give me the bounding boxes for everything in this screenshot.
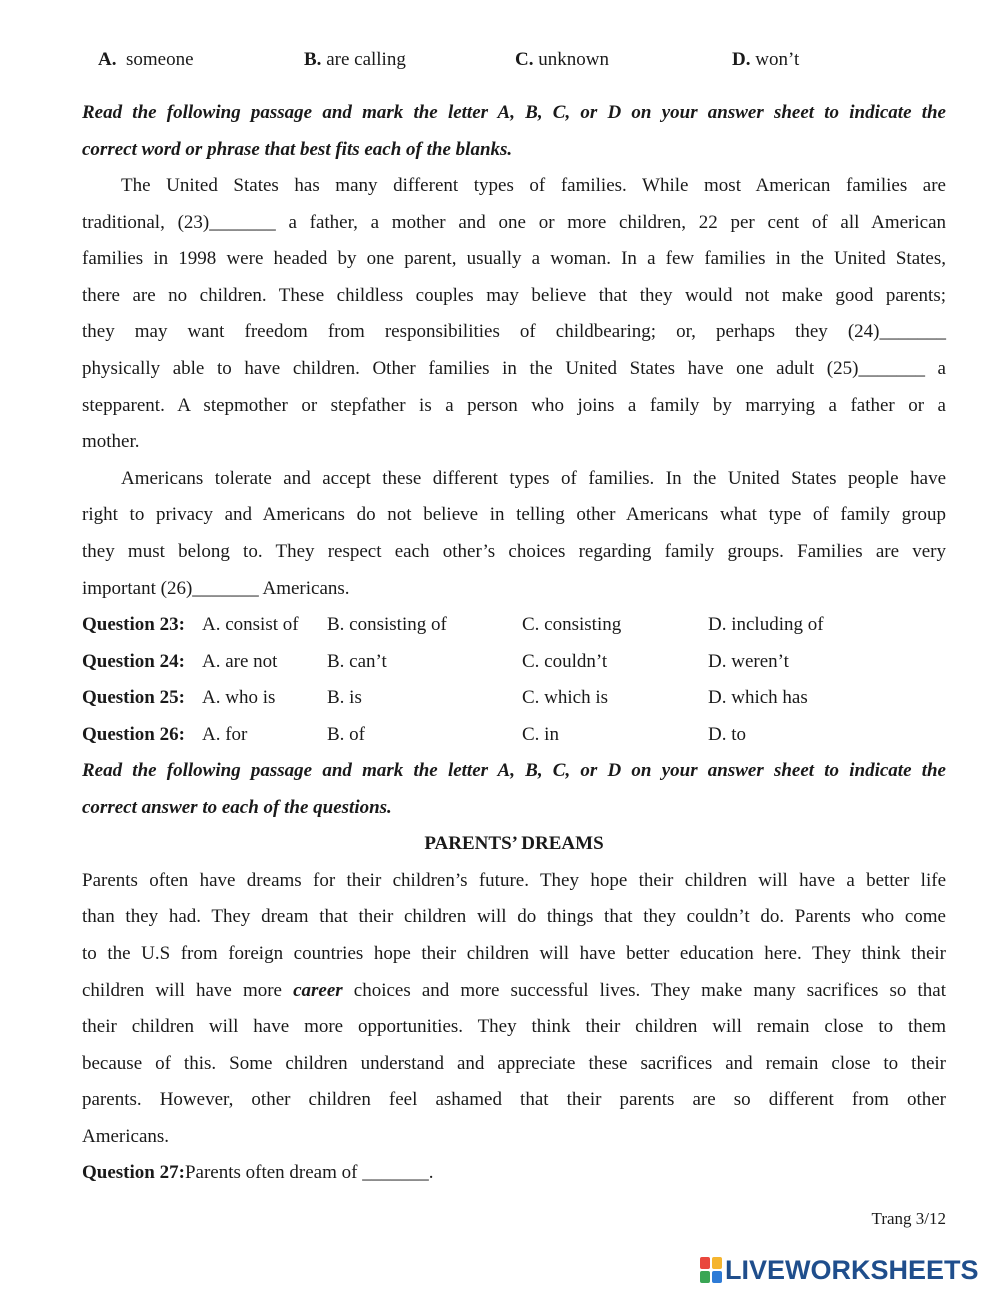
answer-b[interactable]: B. of: [327, 724, 365, 745]
passage-1-line: there are no children. These childless couples may believe that they would not make good parents;: [82, 285, 946, 306]
question-label: Question 23:: [82, 614, 185, 635]
passage-1-line: Americans tolerate and accept these different types of families. In the United States people have: [121, 468, 946, 489]
passage-1-line: important (26)_______ Americans.: [82, 578, 350, 599]
answer-d[interactable]: D. which has: [708, 687, 808, 708]
answer-c[interactable]: C. couldn’t: [522, 651, 608, 672]
question-label: Question 24:: [82, 651, 185, 672]
passage-1-line: right to privacy and Americans do not believe in telling other Americans what type of family group: [82, 504, 946, 525]
passage-2-line: to the U.S from foreign countries hope their children will have better education here. They think their: [82, 943, 946, 964]
passage-2-line: than they had. They dream that their children will do things that they couldn’t do. Parents who come: [82, 906, 946, 927]
answer-a[interactable]: A. are not: [202, 651, 278, 672]
instruction-1-line-2: correct word or phrase that best fits each of the blanks.: [82, 139, 513, 160]
answer-d[interactable]: D. weren’t: [708, 651, 789, 672]
logo-icon: [700, 1257, 722, 1283]
passage-1-line: they must belong to. They respect each other’s choices regarding family groups. Families are very: [82, 541, 946, 562]
passage-1-line: traditional, (23)_______ a father, a mother and one or more children, 22 per cent of all American: [82, 212, 946, 233]
answer-b[interactable]: B. is: [327, 687, 362, 708]
passage-1-line: The United States has many different types of families. While most American families are: [121, 175, 946, 196]
answer-b[interactable]: B. can’t: [327, 651, 387, 672]
instruction-1-line-1: Read the following passage and mark the letter A, B, C, or D on your answer sheet to indicate the: [82, 102, 946, 123]
answer-a[interactable]: A. who is: [202, 687, 276, 708]
question-label: Question 27:: [82, 1162, 185, 1183]
option-c: C. unknown: [515, 49, 609, 70]
instruction-2-line-2: correct answer to each of the questions.: [82, 797, 392, 818]
passage-1-line: mother.: [82, 431, 140, 452]
passage-1-line: stepparent. A stepmother or stepfather is a person who joins a family by marrying a father or a: [82, 395, 946, 416]
answer-c[interactable]: C. which is: [522, 687, 609, 708]
question-27: [82, 1161, 946, 1185]
option-d: D. won’t: [732, 49, 800, 70]
question-label: Question 26:: [82, 724, 185, 745]
answer-b[interactable]: B. consisting of: [327, 614, 447, 635]
instruction-2-line-1: Read the following passage and mark the letter A, B, C, or D on your answer sheet to indicate the: [82, 760, 946, 781]
passage-1-line: physically able to have children. Other families in the United States have one adult (25)_______ a: [82, 358, 946, 379]
option-b: B. are calling: [304, 49, 406, 70]
answer-d[interactable]: D. to: [708, 724, 746, 745]
answer-a[interactable]: A. for: [202, 724, 248, 745]
passage-2-line: Parents often have dreams for their children’s future. They hope their children will have a better life: [82, 870, 946, 891]
passage-2-line: Americans.: [82, 1126, 170, 1147]
option-a: A. someone: [98, 49, 194, 70]
question-label: Question 25:: [82, 687, 185, 708]
logo-text: LIVEWORKSHEETS: [725, 1254, 979, 1285]
answer-a[interactable]: A. consist of: [202, 614, 299, 635]
liveworksheets-logo: [700, 1255, 979, 1285]
passage-2-line: children will have more career choices and more successful lives. They make many sacrifices so that: [82, 980, 946, 1001]
passage-2-line: parents. However, other children feel ashamed that their parents are so different from other: [82, 1089, 946, 1110]
passage-1-line: families in 1998 were headed by one parent, usually a woman. In a few families in the United States,: [82, 248, 946, 269]
career-emphasis: career: [293, 980, 343, 1001]
passage-1-line: they may want freedom from responsibilities of childbearing; or, perhaps they (24)_______: [82, 321, 946, 342]
answer-c[interactable]: C. consisting: [522, 614, 622, 635]
question-text: Parents often dream of _______.: [184, 1162, 434, 1183]
passage-2-line: their children will have more opportunities. They think their children will remain close to them: [82, 1016, 946, 1037]
answer-c[interactable]: C. in: [522, 724, 559, 745]
passage-2-title: PARENTS’ DREAMS: [424, 833, 604, 854]
page-number: Trang 3/12: [871, 1209, 946, 1228]
passage-2-line: because of this. Some children understand and appreciate these sacrifices and remain close to their: [82, 1053, 946, 1074]
answer-d[interactable]: D. including of: [708, 614, 824, 635]
